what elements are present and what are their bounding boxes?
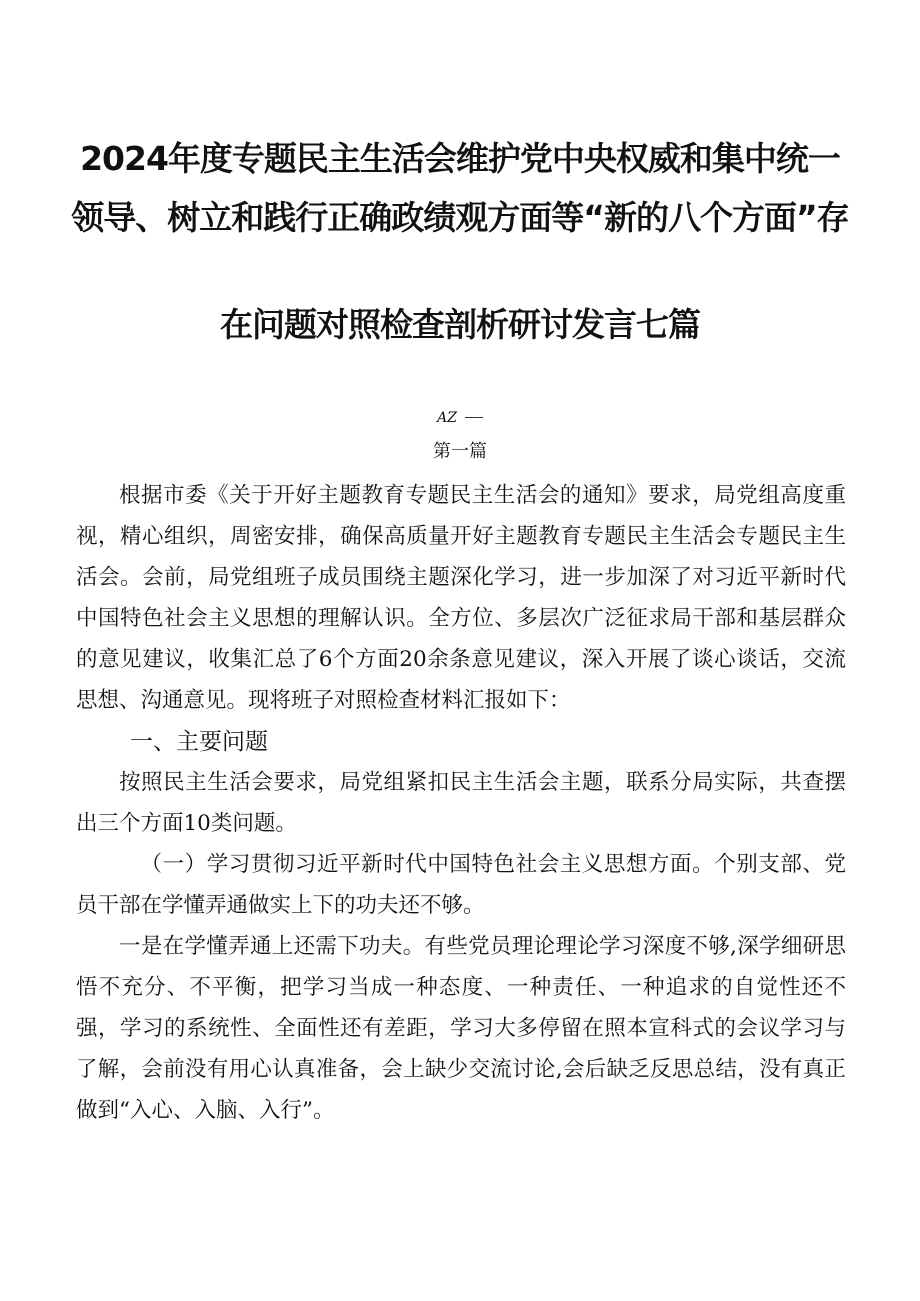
mark-underline xyxy=(465,417,483,418)
document-title-line-1: 2024年度专题民主生活会维护党中央权威和集中统一 xyxy=(80,139,840,178)
section-label: 第一篇 xyxy=(433,441,487,462)
document-title-line-2: 领导、树立和践行正确政绩观方面等“新的八个方面”存 xyxy=(71,198,849,237)
paragraph-intro: 根据市委《关于开好主题教育专题民主生活会的通知》要求，局党组高度重视，精心组织，周密安排，确保高质量开好主题教育专题民主生活会专题民主生活会。会前，局党组班子成员围绕主题深化学习，进一步加深了对习近平新时代中国特色社会主义思想的理解认识。全方位、多层次广泛征求局干部和基层群众的意见建议，收集汇总了6个方面20余条意见建议，深入开展了谈心谈话，交流思想、沟通意见。现将班子对照检查材料汇报如下： xyxy=(76,483,846,713)
section-heading: 一、主要问题 xyxy=(130,729,268,755)
paragraph-point-1: 一是在学懂弄通上还需下功夫。有些党员理论理论学习深度不够,深学细研思悟不充分、不平衡，把学习当成一种态度、一种责任、一种追求的自觉性还不强，学习的系统性、全面性还有差距，学习大多停留在照本宣科式的会议学习与了解，会前没有用心认真准备，会上缺少交流讨论,会后缺乏反思总结，没有真正做到“入心、入脑、入行”。 xyxy=(76,934,846,1123)
paragraph-subsection-1: （一）学习贯彻习近平新时代中国特色社会主义思想方面。个别支部、党员干部在学懂弄通做实上下的功夫还不够。 xyxy=(76,852,846,918)
section-mark-text: AZ xyxy=(437,410,457,426)
paragraph-summary: 按照民主生活会要求，局党组紧扣民主生活会主题，联系分局实际，共查摆出三个方面10类问题。 xyxy=(76,770,846,836)
document-title-line-3: 在问题对照检查剖析研讨发言七篇 xyxy=(220,305,700,344)
section-mark xyxy=(0,406,920,430)
